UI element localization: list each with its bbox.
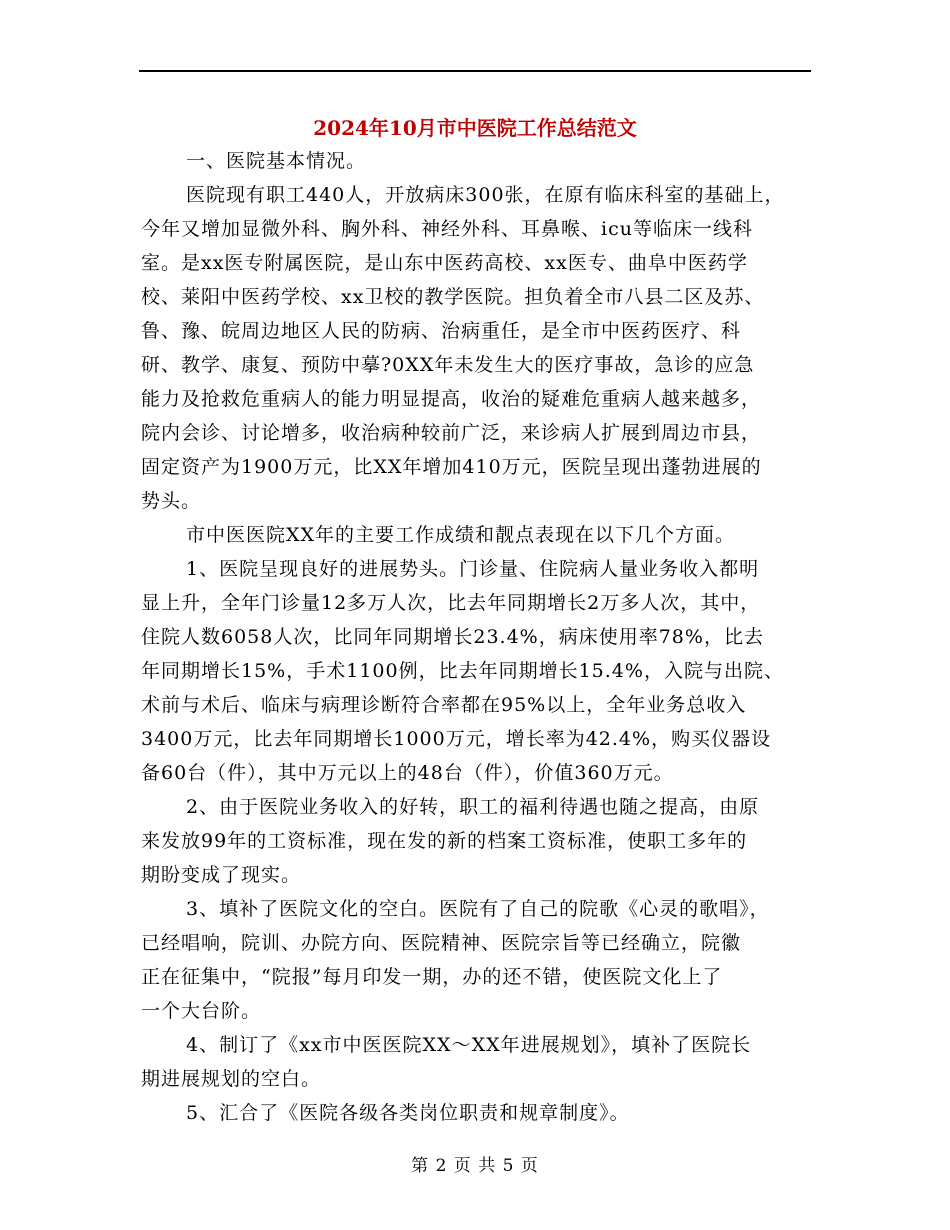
- header-rule: [139, 70, 811, 72]
- body-line: 市中医医院XX年的主要工作成绩和靓点表现在以下几个方面。: [186, 524, 736, 546]
- page-number: 第 2 页 共 5 页: [411, 1156, 539, 1176]
- body-line: 来发放99年的工资标准，现在发的新的档案工资标准，使职工多年的: [141, 830, 748, 852]
- body-line: 研、教学、康复、预防中摹?0XX年未发生大的医疗事故，急诊的应急: [141, 354, 755, 376]
- document-title: 2024年10月市中医院工作总结范文: [313, 116, 637, 140]
- body-line: 医院现有职工440人，开放病床300张，在原有临床科室的基础上，: [186, 184, 785, 206]
- body-line: 已经唱响，院训、办院方向、医院精神、医院宗旨等已经确立，院徽: [141, 932, 742, 954]
- body-line: 今年又增加显微外科、胸外科、神经外科、耳鼻喉、icu等临床一线科: [141, 218, 753, 240]
- body-line: 势头。: [141, 490, 202, 512]
- body-line: 备60台（件），其中万元以上的48台（件），价值360万元。: [141, 762, 674, 784]
- body-line: 鲁、豫、皖周边地区人民的防病、治病重任，是全市中医药医疗、科: [141, 320, 742, 342]
- body-line: 3、填补了医院文化的空白。医院有了自己的院歌《心灵的歌唱》，: [186, 898, 770, 920]
- body-line: 校、莱阳中医药学校、xx卫校的教学医院。担负着全市八县二区及苏、: [141, 286, 765, 308]
- body-line: 3400万元，比去年同期增长1000万元，增长率为42.4%，购买仪器设: [141, 728, 772, 750]
- body-line: 正在征集中，“院报”每月印发一期，办的还不错，使医院文化上了: [141, 966, 723, 988]
- body-line: 年同期增长15%，手术1100例，比去年同期增长15.4%，入院与出院、: [141, 660, 784, 682]
- body-line: 期进展规划的空白。: [141, 1068, 322, 1090]
- section-heading: 一、医院基本情况。: [186, 150, 367, 172]
- body-line: 术前与术后、临床与病理诊断符合率都在95%以上，全年业务总收入: [141, 694, 747, 716]
- body-line: 能力及抢救危重病人的能力明显提高，收治的疑难危重病人越来越多，: [141, 388, 762, 410]
- body-line: 2、由于医院业务收入的好转，职工的福利待遇也随之提高，由原: [186, 796, 760, 818]
- body-line: 固定资产为1900万元，比XX年增加410万元，医院呈现出蓬勃进展的: [141, 456, 762, 478]
- body-line: 期盼变成了现实。: [141, 864, 302, 886]
- body-line: 住院人数6058人次，比同年同期增长23.4%，病床使用率78%，比去: [141, 626, 764, 648]
- body-line: 室。是xx医专附属医院，是山东中医药高校、xx医专、曲阜中医药学: [141, 252, 748, 274]
- body-line: 院内会诊、讨论增多，收治病种较前广泛，来诊病人扩展到周边市县，: [141, 422, 762, 444]
- body-line: 5、汇合了《医院各级各类岗位职责和规章制度》。: [186, 1102, 630, 1124]
- body-line: 一个大台阶。: [141, 1000, 262, 1022]
- body-line: 显上升，全年门诊量12多万人次，比去年同期增长2万多人次，其中，: [141, 592, 761, 614]
- body-line: 4、制订了《xx市中医医院XX～XX年进展规划》，填补了医院长: [186, 1034, 752, 1056]
- body-line: 1、医院呈现良好的进展势头。门诊量、住院病人量业务收入都明: [186, 558, 760, 580]
